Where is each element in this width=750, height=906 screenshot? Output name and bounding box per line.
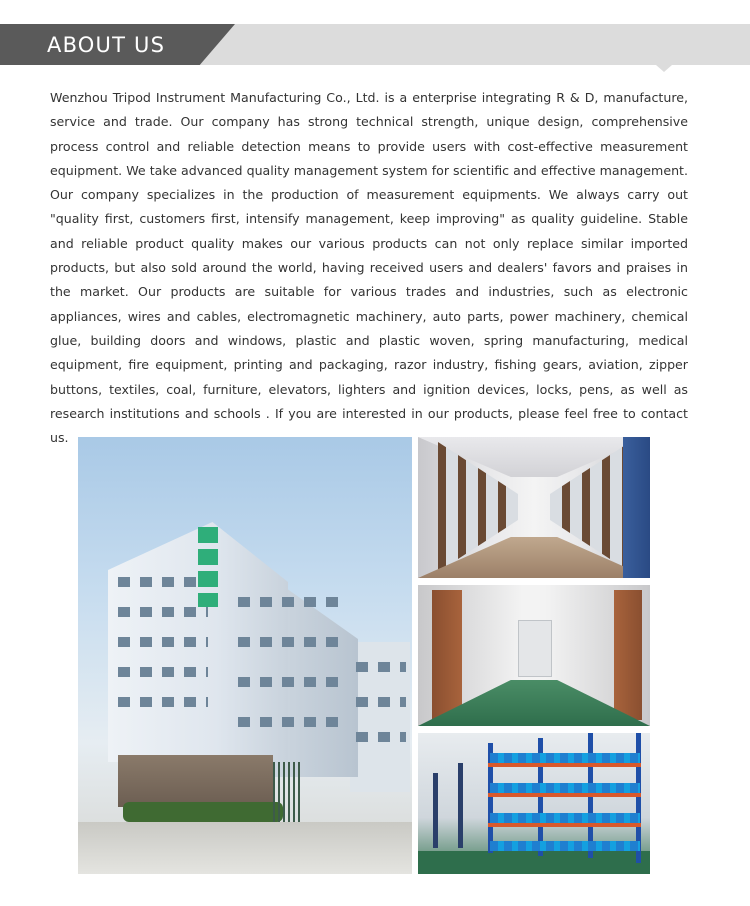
shelf-beam <box>488 763 641 767</box>
storage-bins <box>490 813 640 823</box>
shelf-beam <box>488 823 641 827</box>
window-row <box>118 697 208 707</box>
header-notch <box>656 65 672 72</box>
window-row <box>118 637 208 647</box>
shelf-beam <box>488 793 641 797</box>
building-sign <box>198 527 218 607</box>
window-row <box>118 577 208 587</box>
courtyard-ground <box>78 822 412 874</box>
window-row <box>356 732 406 742</box>
stone-nameplate <box>118 755 273 807</box>
corridor-blue-wall <box>623 437 650 578</box>
window-row <box>238 637 348 647</box>
office-corridor-photo <box>418 437 650 578</box>
window-row <box>238 597 348 607</box>
corridor-door-left <box>432 590 462 720</box>
hedge <box>123 802 283 822</box>
warehouse-floor <box>418 851 650 874</box>
window-row <box>118 607 208 617</box>
window-row <box>238 677 348 687</box>
window-row <box>356 697 406 707</box>
storage-bins <box>490 841 640 851</box>
company-intro-text: Wenzhou Tripod Instrument Manufacturing Co., Ltd. is a enterprise integrating R & D, manufacture, service and trade. Our company has strong technical strength, unique design, comprehensive process control and reliable detection means to provide users with cost-effective measurement equipment. We take advanced quality management system for scientific and effective management. Our company specializes in the production of measurement equipments. We always carry out "quality first, customers first, intensify management, keep improving" as quality guideline. Stable and reliable product quality makes our various products can not only replace similar imported products, but also sold around the world, having received users and dealers' favors and praises in the market. Our products are suitable for various trades and industries, such as electronic appliances, wires and cables, electromagnetic machinery, auto parts, power machinery, chemical glue, building doors and windows, plastic and plastic woven, spring manufacturing, medical equipment, fire equipment, printing and packaging, razor industry, fishing gears, aviation, zipper buttons, textiles, coal, furniture, elevators, lighters and ignition devices, locks, pens, as well as research institutions and schools . If you are interested in our products, please feel free to contact us. <box>50 90 688 446</box>
window-row <box>118 667 208 677</box>
corridor-door-right <box>614 590 642 720</box>
corridor-end-door <box>518 620 552 677</box>
storage-bins <box>490 753 640 763</box>
shelf-post <box>433 773 438 848</box>
storage-bins <box>490 783 640 793</box>
gate <box>273 762 301 822</box>
section-title: ABOUT US <box>47 33 166 57</box>
factory-building-photo <box>78 437 412 874</box>
window-row <box>356 662 406 672</box>
shelf-post <box>458 763 463 848</box>
window-row <box>238 717 348 727</box>
warehouse-shelves-photo <box>418 733 650 874</box>
workshop-corridor-photo <box>418 585 650 726</box>
